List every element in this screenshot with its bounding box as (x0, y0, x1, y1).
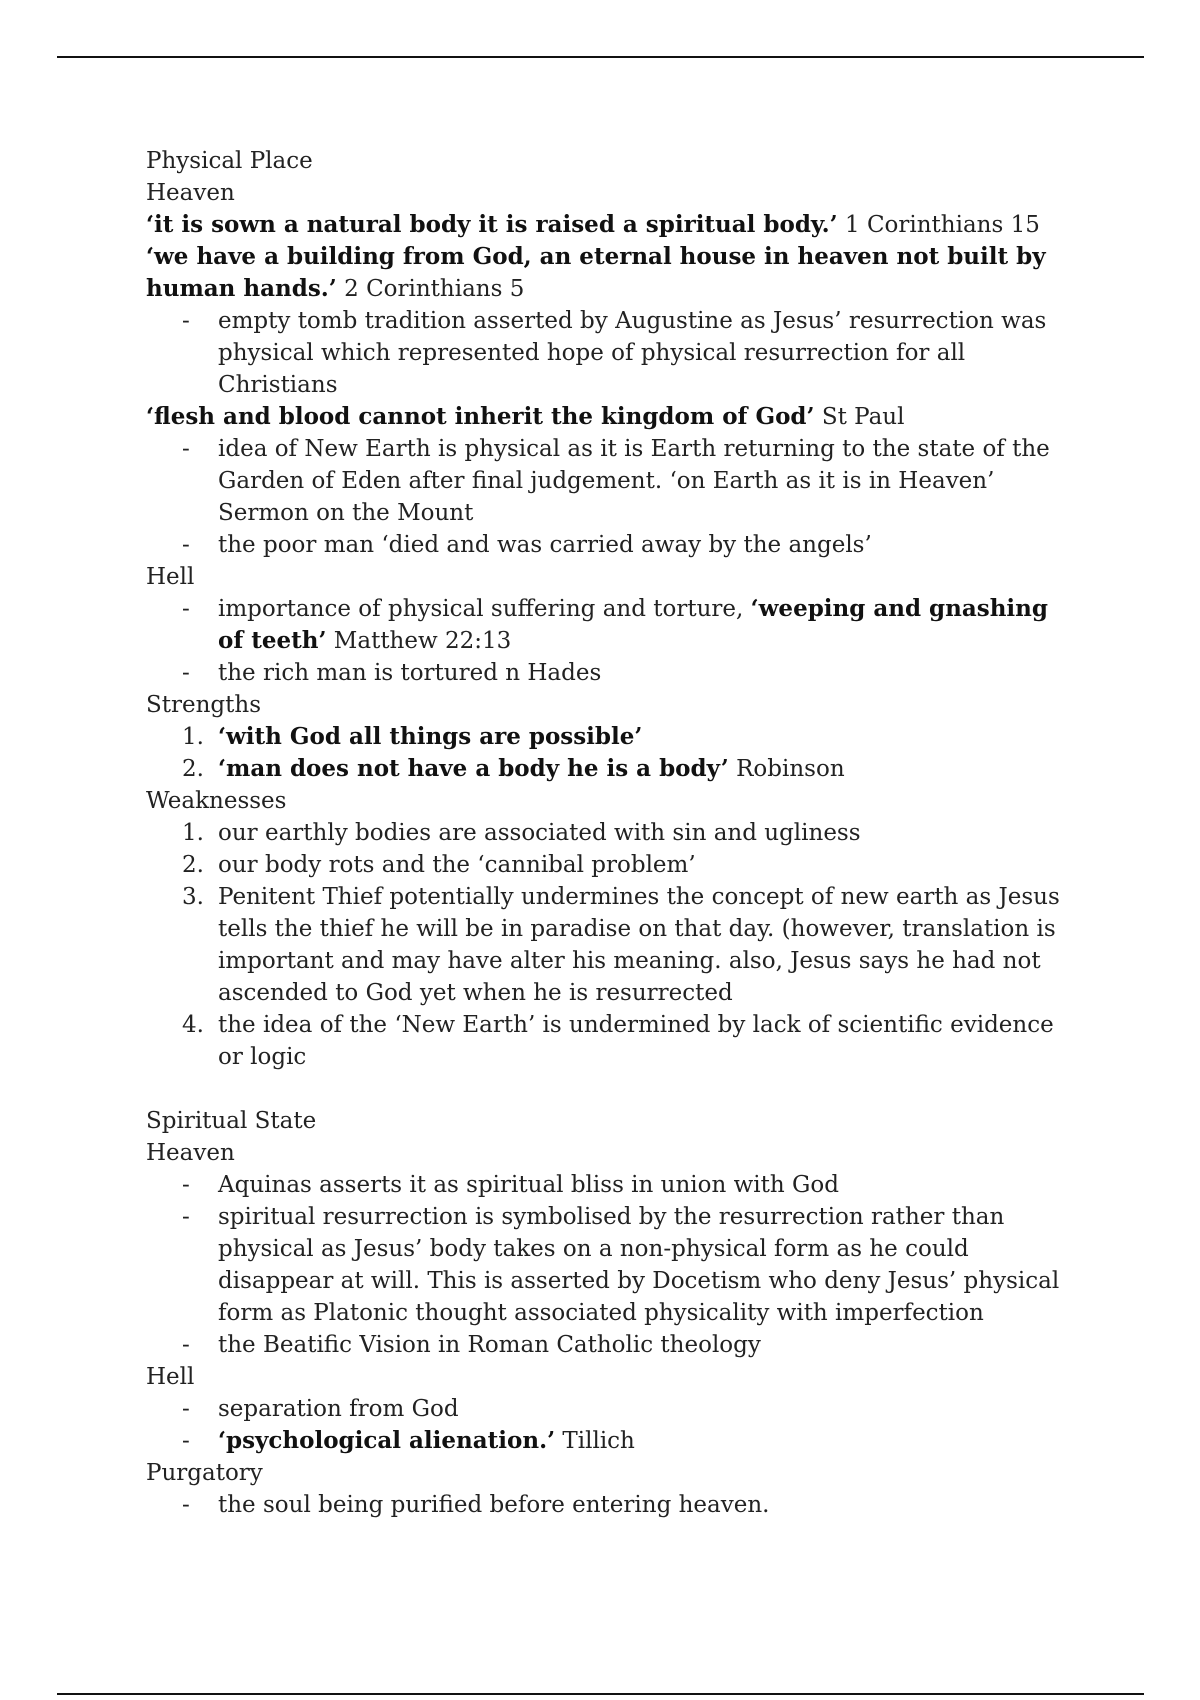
section-title-spiritual: Spiritual State (146, 1108, 317, 1134)
quote-source: St Paul (814, 404, 905, 430)
quote-source: 2 Corinthians 5 (336, 276, 525, 302)
heading-strengths: Strengths (146, 692, 261, 718)
quote-text: ‘weeping and gnashing of teeth’ (218, 595, 1048, 654)
heading-purgatory: Purgatory (146, 1460, 263, 1486)
item-text: importance of physical suffering and torture, (218, 596, 751, 622)
quote-text: ‘it is sown a natural body it is raised a spiritual body.’ (146, 211, 838, 238)
numbered-item (146, 881, 1066, 1009)
list-item (146, 1201, 1066, 1329)
number-marker: 3. (182, 884, 204, 910)
item-text: spiritual resurrection is symbolised by the resurrection rather than physical as Jesus’ body takes on a non-physical form as he could disappear at will. This is asserted by Docetism who deny Jesus’ physical form as Platonic thought associated physicality with imperfection (218, 1204, 1060, 1326)
dash-marker: - (182, 308, 190, 334)
item-text: the Beatific Vision in Roman Catholic theology (218, 1332, 761, 1358)
number-marker: 2. (182, 756, 204, 782)
numbered-item (146, 817, 1066, 849)
quote-text: ‘man does not have a body he is a body’ (218, 755, 729, 782)
quote-source: Tillich (555, 1428, 635, 1454)
quote-corinthians-5 (146, 241, 1066, 305)
item-text: separation from God (218, 1396, 459, 1422)
item-text: our body rots and the ‘cannibal problem’ (218, 852, 696, 878)
list-item (146, 657, 1066, 689)
dash-marker: - (182, 1332, 190, 1358)
dash-marker: - (182, 660, 190, 686)
dash-marker: - (182, 532, 190, 558)
numbered-item (146, 1009, 1066, 1073)
quote-text: ‘psychological alienation.’ (218, 1427, 556, 1454)
quote-source: Robinson (728, 756, 845, 782)
dash-marker: - (182, 1428, 190, 1454)
heading-hell: Hell (146, 564, 195, 590)
number-marker: 1. (182, 724, 204, 750)
section-gap (146, 1073, 1066, 1105)
item-text: Aquinas asserts it as spiritual bliss in union with God (218, 1172, 839, 1198)
dash-marker: - (182, 1172, 190, 1198)
number-marker: 4. (182, 1012, 204, 1038)
quote-text: ‘flesh and blood cannot inherit the kingdom of God’ (146, 403, 815, 430)
list-item (146, 305, 1066, 401)
list-item (146, 1329, 1066, 1361)
number-marker: 1. (182, 820, 204, 846)
list-item (146, 1169, 1066, 1201)
document-page (146, 145, 1066, 1521)
quote-source: 1 Corinthians 15 (837, 212, 1040, 238)
item-text: the poor man ‘died and was carried away by the angels’ (218, 532, 872, 558)
list-item (146, 1489, 1066, 1521)
list-item (146, 433, 1066, 529)
number-marker: 2. (182, 852, 204, 878)
heading-hell: Hell (146, 1364, 195, 1390)
quote-text: ‘with God all things are possible’ (218, 723, 643, 750)
item-text: Penitent Thief potentially undermines the concept of new earth as Jesus tells the thief he will be in paradise on that day. (however, translation is important and may have alter his meaning. also, Jesus says he had not ascended to God yet when he is resurrected (218, 884, 1060, 1006)
numbered-item (146, 849, 1066, 881)
item-text: idea of New Earth is physical as it is Earth returning to the state of the Garden of Eden after final judgement. ‘on Earth as it is in Heaven’ Sermon on the Mount (218, 436, 1050, 526)
item-text: the rich man is tortured n Hades (218, 660, 602, 686)
list-item (146, 529, 1066, 561)
dash-marker: - (182, 1204, 190, 1230)
heading-heaven: Heaven (146, 1140, 235, 1166)
quote-text: ‘we have a building from God, an eternal house in heaven not built by human hands.’ (146, 243, 1046, 302)
dash-marker: - (182, 1492, 190, 1518)
heading-weaknesses: Weaknesses (146, 788, 287, 814)
dash-marker: - (182, 436, 190, 462)
section-title-physical: Physical Place (146, 148, 313, 174)
item-text: our earthly bodies are associated with sin and ugliness (218, 820, 861, 846)
item-text: the soul being purified before entering heaven. (218, 1492, 770, 1518)
footer-rule (57, 1693, 1144, 1695)
heading-heaven: Heaven (146, 180, 235, 206)
list-item (146, 1425, 1066, 1457)
dash-marker: - (182, 1396, 190, 1422)
item-text: the idea of the ‘New Earth’ is undermined by lack of scientific evidence or logic (218, 1012, 1054, 1070)
item-text: empty tomb tradition asserted by Augustine as Jesus’ resurrection was physical which represented hope of physical resurrection for all Christians (218, 308, 1047, 398)
numbered-item (146, 721, 1066, 753)
quote-corinthians-15 (146, 209, 1066, 241)
list-item (146, 593, 1066, 657)
list-item (146, 1393, 1066, 1425)
header-rule (57, 56, 1144, 58)
quote-st-paul (146, 401, 1066, 433)
numbered-item (146, 753, 1066, 785)
quote-source: Matthew 22:13 (326, 628, 512, 654)
dash-marker: - (182, 596, 190, 622)
